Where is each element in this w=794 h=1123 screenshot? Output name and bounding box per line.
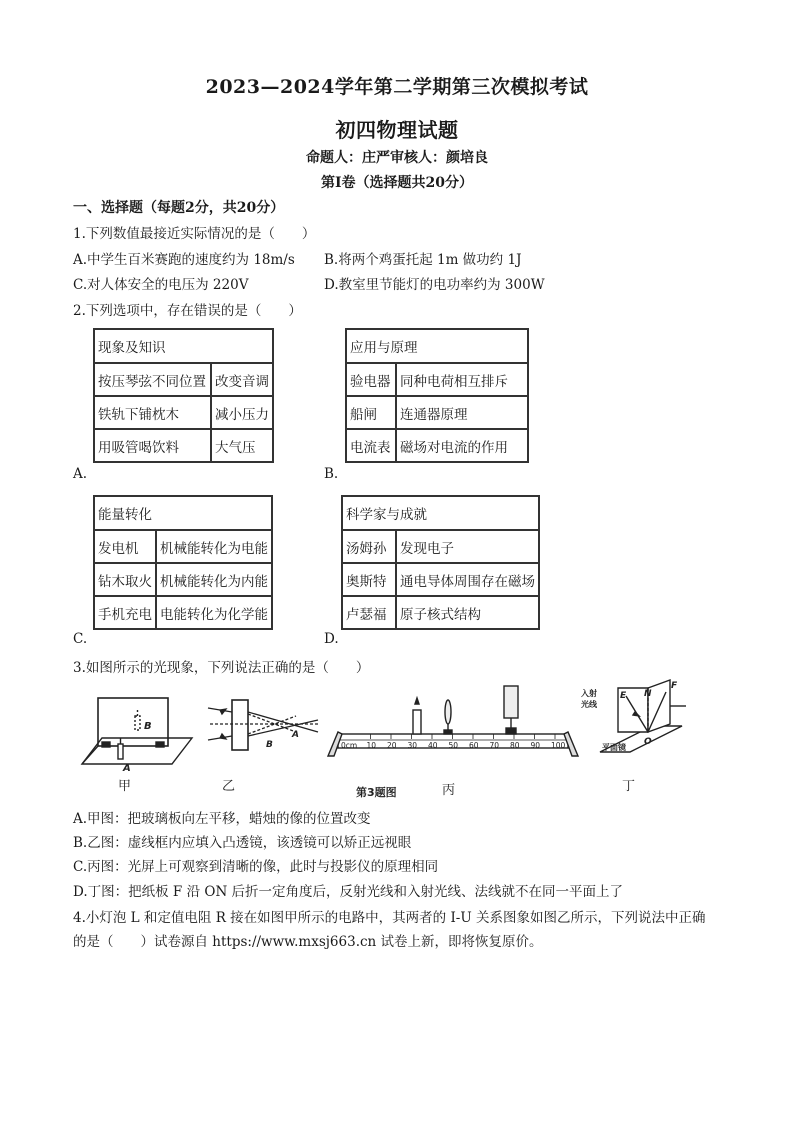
table-cell: 铁轨下铺枕木	[94, 396, 211, 429]
fig-label-bing: 丙	[442, 783, 456, 798]
table-cell: 验电器	[346, 363, 396, 396]
table-d-head: 科学家与成就	[342, 496, 539, 530]
exam-subtitle: 初四物理试题	[335, 118, 459, 142]
ruler-tick-label: 50	[448, 741, 459, 750]
table-cell: 发现电子	[396, 530, 539, 563]
table-cell: 按压琴弦不同位置	[94, 363, 211, 396]
q2-label-a: A.	[73, 466, 88, 482]
table-cell: 机械能转化为内能	[156, 563, 272, 596]
ruler-tick-label: 10	[366, 741, 377, 750]
q1-option-a: A.中学生百米赛跑的速度约为 18m/s	[73, 252, 295, 268]
fig-label-jia: 甲	[118, 779, 132, 794]
q3-option-a: A.甲图：把玻璃板向左平移，蜡烛的像的位置改变	[73, 811, 371, 827]
table-b-head: 应用与原理	[346, 329, 528, 363]
fig1-point-a: A	[123, 763, 131, 774]
q2-label-b: B.	[324, 466, 339, 482]
table-cell: 卢瑟福	[342, 596, 396, 629]
q4-stem: 4.小灯泡 L 和定值电阻 R 接在如图甲所示的电路中，其两者的 I-U 关系图象如图乙所示，下列说法中正确	[73, 910, 706, 926]
fig4-incident-2: 光线	[581, 700, 597, 709]
table-cell: 减小压力	[211, 396, 273, 429]
fig4-incident-1: 入射	[581, 689, 597, 698]
fig1-point-b: B	[144, 721, 152, 732]
fig4-label-n: N	[644, 689, 652, 699]
ruler-tick-label: 100	[551, 741, 566, 750]
ruler-tick-label: 40	[428, 741, 438, 750]
q2-label-c: C.	[73, 631, 88, 647]
q2-stem: 2.下列选项中，存在错误的是（ ）	[73, 303, 302, 319]
table-cell: 手机充电	[94, 596, 156, 629]
table-cell: 奥斯特	[342, 563, 396, 596]
fig4-mirror-label: 平面镜	[602, 743, 626, 752]
figure-caption: 第3题图	[356, 786, 397, 799]
table-cell: 机械能转化为电能	[156, 530, 272, 563]
q1-option-c: C.对人体安全的电压为 220V	[73, 277, 249, 293]
table-cell: 通电导体周围存在磁场	[396, 563, 539, 596]
q4-stem-continued: 的是（ ）试卷源自 https://www.mxsj663.cn 试卷上新，即将恢复原价。	[73, 934, 543, 950]
q2-table-a	[93, 328, 274, 463]
table-cell: 发电机	[94, 530, 156, 563]
q3-figure	[70, 674, 690, 802]
table-c-head: 能量转化	[94, 496, 272, 530]
fig-label-yi: 乙	[222, 779, 236, 794]
fig-label-ding: 丁	[622, 779, 636, 794]
q3-option-d: D.丁图：把纸板 F 沿 ON 后折一定角度后，反射光线和入射光线、法线就不在同一平面上了	[73, 884, 624, 900]
table-cell: 钻木取火	[94, 563, 156, 596]
figure-jia	[82, 698, 192, 764]
section-heading: 一、选择题（每题2分，共20分）	[73, 200, 285, 216]
table-cell: 连通器原理	[396, 396, 528, 429]
q3-option-c: C.丙图：光屏上可观察到清晰的像，此时与投影仪的原理相同	[73, 859, 439, 875]
fig4-label-f: F	[671, 681, 678, 691]
q3-stem: 3.如图所示的光现象，下列说法正确的是（ ）	[73, 660, 370, 676]
table-a-head: 现象及知识	[94, 329, 273, 363]
q1-option-d: D.教室里节能灯的电功率约为 300W	[324, 277, 545, 293]
q2-label-d: D.	[324, 631, 339, 647]
table-cell: 船闸	[346, 396, 396, 429]
table-cell: 电流表	[346, 429, 396, 462]
ruler-tick-label: 60	[469, 741, 479, 750]
table-cell: 汤姆孙	[342, 530, 396, 563]
figure-yi	[208, 700, 320, 750]
q2-table-c	[93, 495, 273, 630]
exam-title: 2023—2024学年第二学期第三次模拟考试	[205, 76, 589, 98]
exam-authors: 命题人：庄严审核人：颜培良	[306, 150, 488, 166]
q1-option-b: B.将两个鸡蛋托起 1m 做功约 1J	[324, 252, 522, 268]
fig2-point-b: B	[266, 740, 273, 750]
fig4-label-e: E	[620, 691, 627, 701]
ruler-tick-label: 20	[387, 741, 397, 750]
q1-stem: 1.下列数值最接近实际情况的是（ ）	[73, 226, 316, 242]
fig2-point-a: A	[292, 730, 299, 740]
table-cell: 改变音调	[211, 363, 273, 396]
q2-table-d	[341, 495, 540, 630]
volume-heading: 第Ⅰ卷（选择题共20分）	[320, 175, 474, 191]
table-cell: 同种电荷相互排斥	[396, 363, 528, 396]
ruler-tick-label: 80	[510, 741, 520, 750]
ruler-tick-label: 30	[407, 741, 418, 750]
ruler-zero-label: 0cm	[341, 741, 358, 750]
ruler-tick-label: 90	[530, 741, 541, 750]
table-cell: 原子核式结构	[396, 596, 539, 629]
table-cell: 磁场对电流的作用	[396, 429, 528, 462]
q2-table-b	[345, 328, 529, 463]
fig4-label-o: O	[644, 737, 652, 747]
table-cell: 电能转化为化学能	[156, 596, 272, 629]
table-cell: 用吸管喝饮料	[94, 429, 211, 462]
table-cell: 大气压	[211, 429, 273, 462]
ruler-tick-label: 70	[489, 741, 500, 750]
q3-option-b: B.乙图：虚线框内应填入凸透镜，该透镜可以矫正远视眼	[73, 835, 412, 851]
